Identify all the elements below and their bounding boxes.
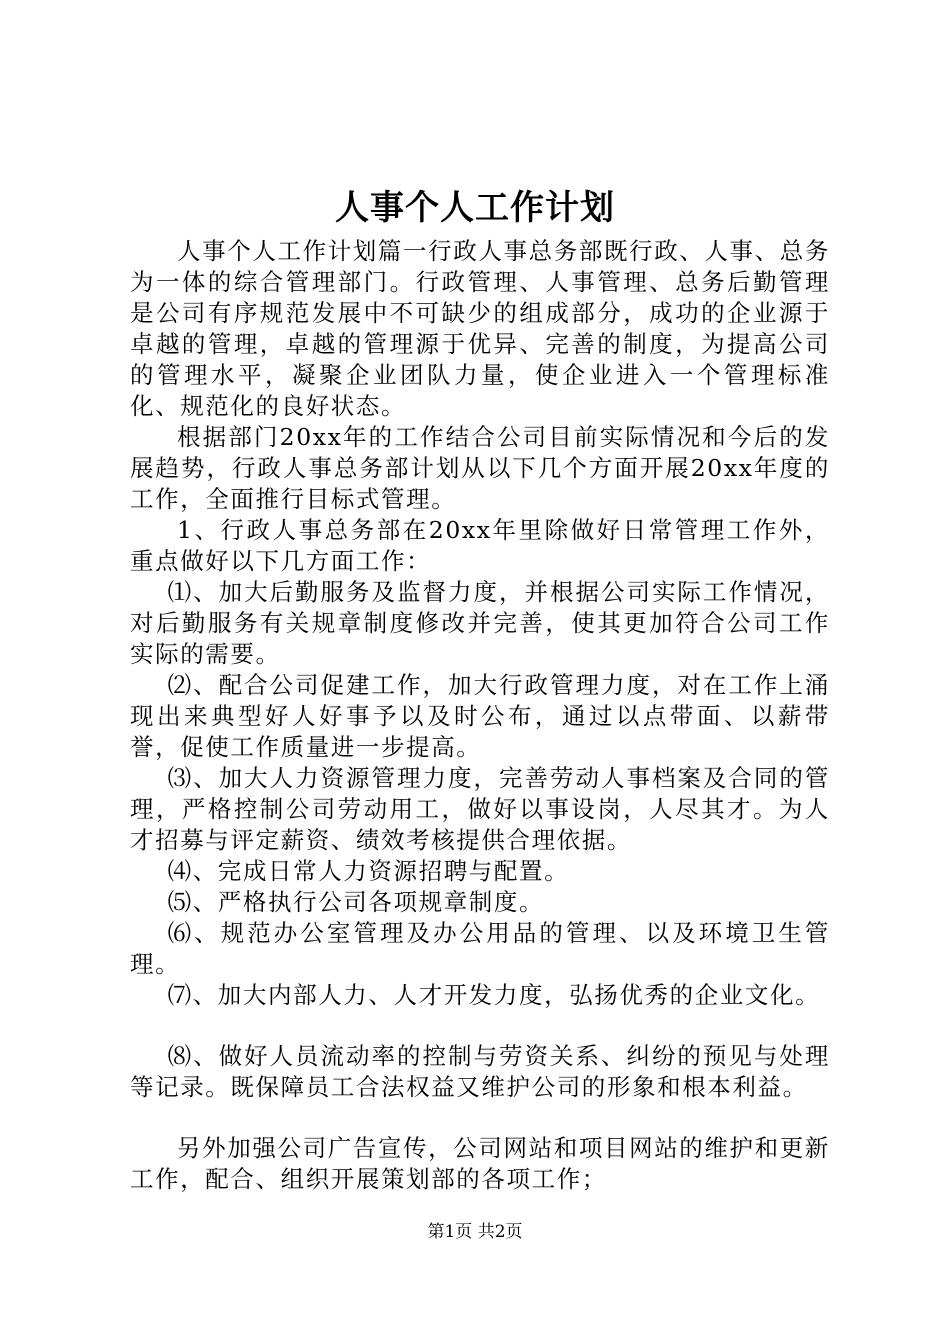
paragraph-subitem-4: ⑷、完成日常人力资源招聘与配置。 [167,857,570,885]
paragraph-subitem-1: ⑴、加大后勤服务及监督力度，并根据公司实际工作情况，对后勤服务有关规章制度修改并完善，使其更加符合公司工作实际的需要。 [130,578,830,668]
paragraph-subitem-3: ⑶、加大人力资源管理力度，完善劳动人事档案及合同的管理，严格控制公司劳动用工，做好以事设岗，人尽其才。为人才招募与评定薪资、绩效考核提供合理依据。 [130,764,830,854]
document-body [130,236,830,1195]
document-title: 人事个人工作计划 [335,188,615,228]
paragraph-plan: 根据部门20xx年的工作结合公司目前实际情况和今后的发展趋势，行政人事总务部计划从以下几个方面开展20xx年度的工作，全面推行目标式管理。 [130,423,830,513]
paragraph-subitem-6: ⑹、规范办公室管理及办公用品的管理、以及环境卫生管理。 [130,919,830,978]
paragraph-item-1: 1、行政人事总务部在20xx年里除做好日常管理工作外，重点做好以下几方面工作： [130,516,830,575]
paragraph-intro: 人事个人工作计划篇一行政人事总务部既行政、人事、总务为一体的综合管理部门。行政管理、人事管理、总务后勤管理是公司有序规范发展中不可缺少的组成部分，成功的企业源于卓越的管理，卓越的管理源于优异、完善的制度，为提高公司的管理水平，凝聚企业团队力量，使企业进入一个管理标准化、规范化的良好状态。 [130,237,830,420]
paragraph-additional: 另外加强公司广告宣传，公司网站和项目网站的维护和更新工作，配合、组织开展策划部的各项工作； [130,1134,830,1193]
paragraph-subitem-7: ⑺、加大内部人力、人才开发力度，弘扬优秀的企业文化。 [167,981,821,1009]
paragraph-subitem-5: ⑸、严格执行公司各项规章制度。 [167,888,545,916]
paragraph-subitem-8: ⑻、做好人员流动率的控制与劳资关系、纠纷的预见与处理等记录。既保障员工合法权益又维护公司的形象和根本利益。 [130,1042,830,1101]
paragraph-subitem-2: ⑵、配合公司促建工作，加大行政管理力度，对在工作上涌现出来典型好人好事予以及时公布，通过以点带面、以薪带誉，促使工作质量进一步提高。 [130,671,830,761]
page-footer: 第1页 共2页 [427,1222,523,1242]
